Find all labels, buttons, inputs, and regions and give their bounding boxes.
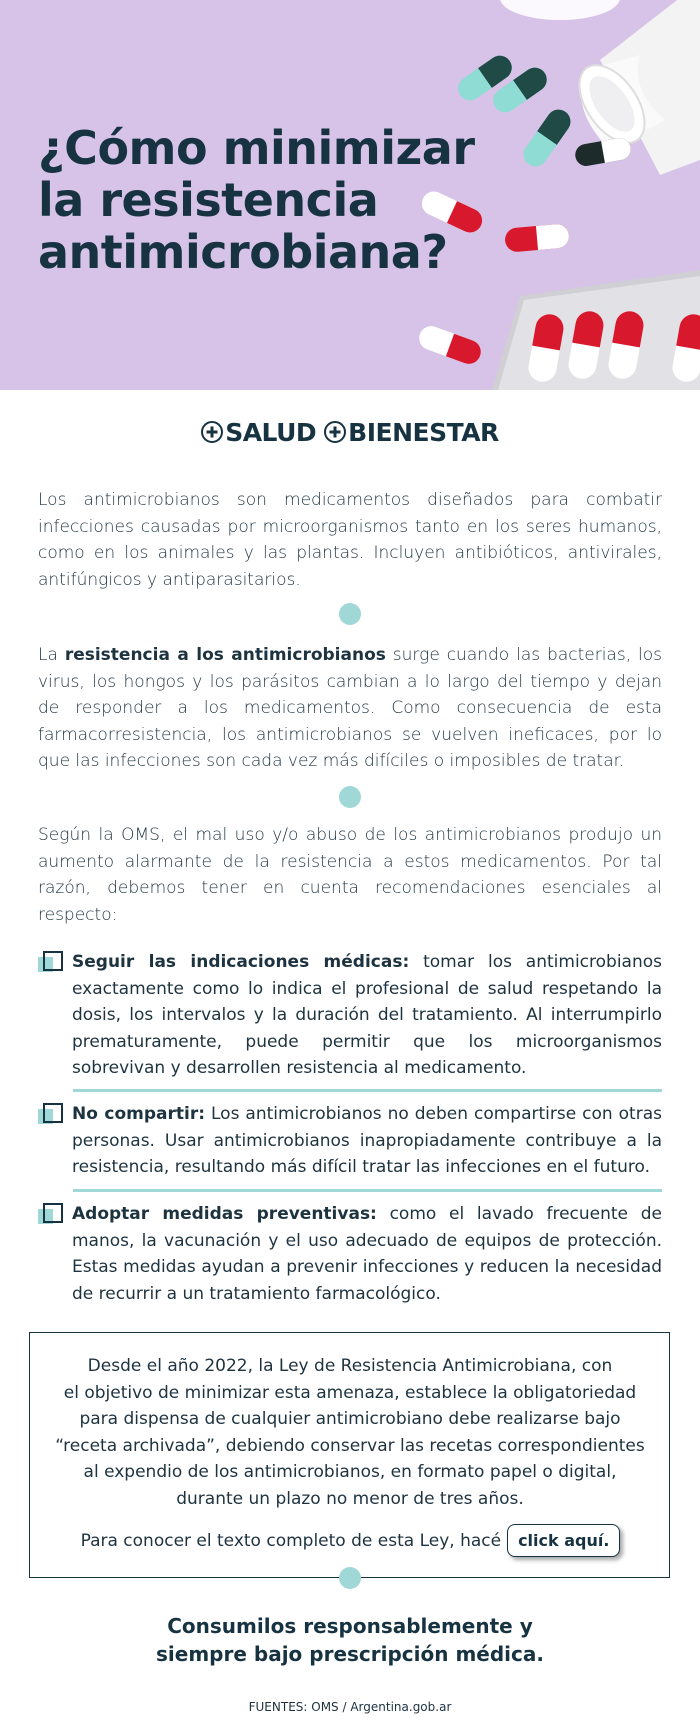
law-info-box (29, 1332, 670, 1578)
capsule-dark (574, 136, 633, 167)
law-line: “receta archivada”, debiendo conservar las recetas correspondientes (55, 1435, 645, 1456)
law-text (40, 1353, 660, 1513)
separator-dot (339, 1567, 361, 1589)
law-link-row (30, 1524, 671, 1557)
blister-pack (492, 270, 700, 390)
plus-circle-icon (201, 421, 223, 443)
law-line: Desde el año 2022, la Ley de Resistencia Antimicrobiana, con (87, 1356, 613, 1376)
oms-paragraph: Según la OMS, el mal uso y/o abuso de los antimicrobianos produjo un aumento alarmante de la resistencia a estos medicamentos. Por tal razón, debemos tener en cuenta recomendaciones esenciales al respecto: (38, 825, 662, 925)
click-here-button[interactable]: click aquí. (507, 1524, 620, 1557)
checkbox-icon (38, 1203, 64, 1229)
separator-dot (339, 603, 361, 625)
title-line: la resistencia (38, 173, 379, 227)
recommendation-body: como el lavado frecuente de manos, la vacunación y el uso adecuado de equipos de protección. Estas medidas ayudan a prevenir infecciones y reducen la necesidad de recurrir a un tratamiento farmacológico. (72, 1204, 662, 1304)
recommendation-text (72, 1201, 662, 1307)
intro-paragraph: Los antimicrobianos son medicamentos diseñados para combatir infecciones causadas por microorganismos tanto en los seres humanos, como en los animales y las plantas. Incluyen antibióticos, antivirales, antifúngicos y antiparasitarios. (38, 490, 662, 590)
recommendation-title: Adoptar medidas preventivas: (72, 1204, 377, 1224)
closing-line: siempre bajo prescripción médica. (156, 1642, 544, 1666)
recommendation-divider (73, 1189, 662, 1192)
capsule-teal-3 (519, 105, 575, 171)
checkbox-icon (38, 1103, 64, 1129)
resistance-paragraph (38, 642, 662, 775)
recommendation-title: No compartir: (72, 1104, 206, 1124)
recommendation-text (72, 1101, 662, 1181)
sources-footer: FUENTES: OMS / Argentina.gob.ar (248, 1700, 452, 1714)
resistance-rest: surge cuando las bacterias, los virus, los hongos y los parásitos cambian a lo largo del tiempo y dejan de responder a los medicamentos. Como consecuencia de esta farmacorresistencia, los antimicrobianos se vuelven ineficaces, por lo que las infecciones son cada vez más difíciles o imposibles de tratar. (38, 645, 662, 772)
brand-label: BIENESTAR (348, 417, 499, 447)
recommendation-body: tomar los antimicrobianos exactamente como lo indica el profesional de salud respetando la dosis, los intervalos y la duración del tratamiento. Al interrumpirlo prematuramente, puede permitir que los microorganismos sobrevivan y desarrollen resistencia al medicamento. (72, 952, 662, 1079)
checkbox-icon (38, 951, 64, 977)
recommendation-divider (73, 1089, 662, 1092)
title-line: antimicrobiana? (38, 225, 448, 279)
law-line: para dispensa de cualquier antimicrobiano debe realizarse bajo (79, 1409, 621, 1430)
title-line: ¿Cómo minimizar (38, 121, 475, 175)
hero-banner (0, 0, 700, 390)
law-line: el objetivo de minimizar esta amenaza, establece la obligatoriedad (63, 1382, 637, 1403)
recommendation-body: Los antimicrobianos no deben compartirse con otras personas. Usar antimicrobianos inapropiadamente contribuye a la resistencia, resultando más difícil tratar las infecciones en el futuro. (72, 1104, 662, 1178)
page-title (38, 122, 475, 278)
capsule-red-2 (504, 223, 570, 252)
recommendation-item (38, 1201, 662, 1307)
law-line: durante un plazo no menor de tres años. (176, 1488, 524, 1509)
closing-message (0, 1612, 700, 1668)
brand-item-bienestar (324, 418, 499, 447)
brand-label: SALUD (225, 417, 317, 447)
brand-item-salud (201, 418, 316, 447)
resistance-highlight: resistencia a los antimicrobianos (64, 645, 386, 665)
separator-dot (339, 786, 361, 808)
law-line: al expendio de los antimicrobianos, en formato papel o digital, (83, 1462, 617, 1483)
plus-circle-icon (324, 421, 346, 443)
capsule-red-3 (416, 323, 484, 367)
law-link-prompt: Para conocer el texto completo de esta Ley, hacé (80, 1530, 502, 1551)
brand-logo (0, 412, 700, 452)
resistance-prefix: La (38, 645, 65, 665)
closing-line: Consumilos responsablemente y (167, 1614, 533, 1638)
recommendation-item (38, 949, 662, 1082)
recommendation-text (72, 949, 662, 1082)
recommendation-title: Seguir las indicaciones médicas: (72, 952, 410, 972)
recommendation-item (38, 1101, 662, 1181)
